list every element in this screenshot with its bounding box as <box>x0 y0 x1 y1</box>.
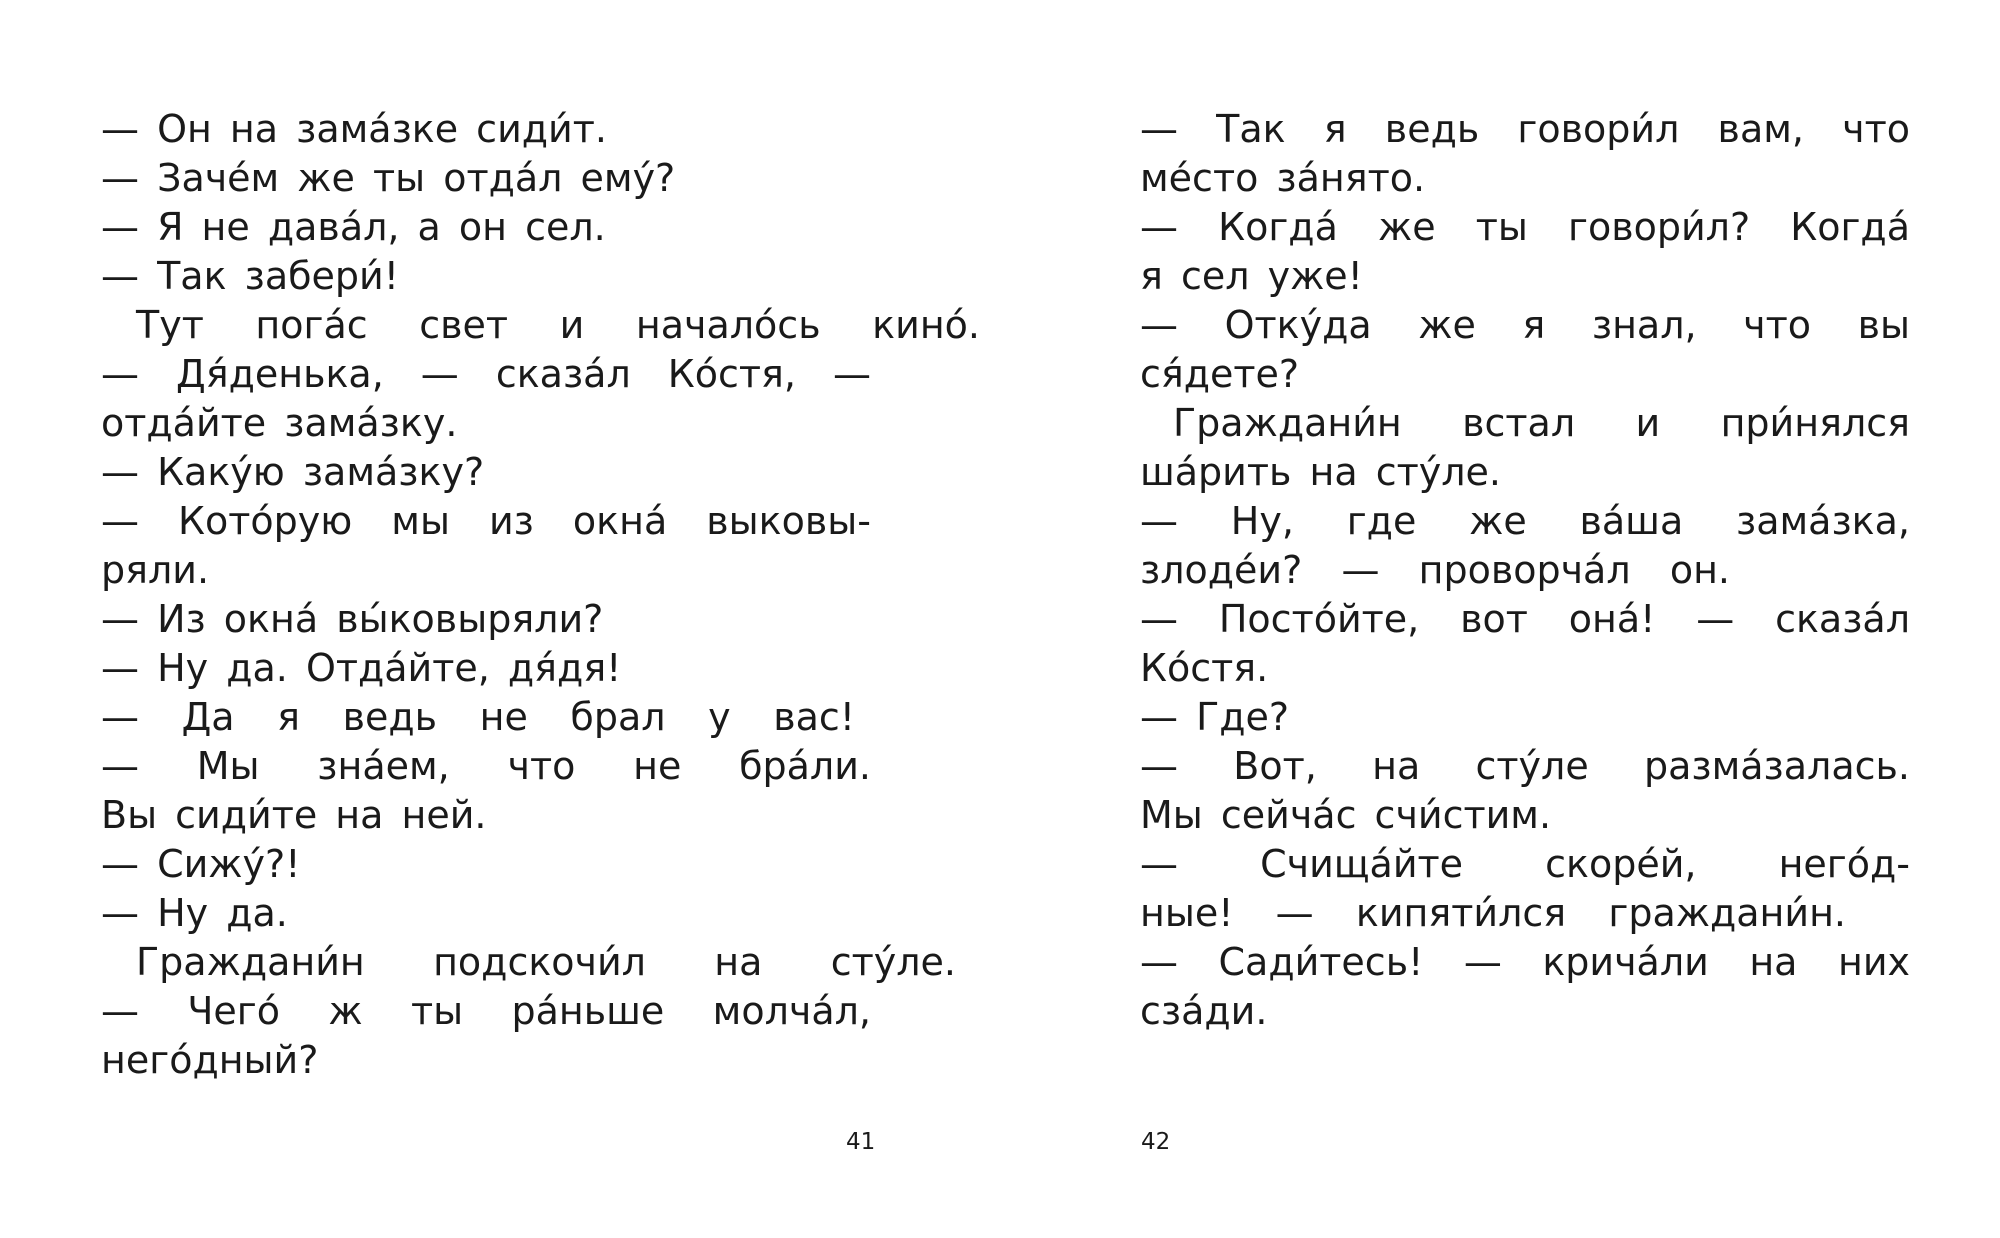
text-line: — Дя́денька, — сказа́л Ко́стя, — <box>101 352 871 396</box>
text-line: я сел уже! <box>1140 254 1363 298</box>
text-line: — Ну да. <box>101 891 288 935</box>
text-line: ные! — кипяти́лся граждани́н. <box>1140 891 1846 935</box>
text-line: — Вот, на сту́ле разма́залась. <box>1140 744 1910 788</box>
right-page-text <box>1140 105 1910 1036</box>
text-line: ша́рить на сту́ле. <box>1140 450 1501 494</box>
right-page <box>1000 0 2000 1238</box>
text-line: — Каку́ю зама́зку? <box>101 450 485 494</box>
text-line: — Посто́йте, вот она́! — сказа́л <box>1140 597 1910 641</box>
text-line: — Кото́рую мы из окна́ выковы- <box>101 499 871 543</box>
text-line: Граждани́н подскочи́л на сту́ле. <box>136 940 956 984</box>
text-line: отда́йте зама́зку. <box>101 401 458 445</box>
text-line: — Счища́йте скоре́й, него́д- <box>1140 842 1910 886</box>
text-line: — Заче́м же ты отда́л ему́? <box>101 156 676 200</box>
page-number: 41 <box>846 1129 876 1155</box>
text-line: ся́дете? <box>1140 352 1300 396</box>
page-number: 42 <box>1141 1129 1171 1155</box>
text-line: — Когда́ же ты говори́л? Когда́ <box>1140 205 1910 249</box>
text-line: — Ну да. Отда́йте, дя́дя! <box>101 646 622 690</box>
text-line: Граждани́н встал и при́нялся <box>1173 401 1910 445</box>
text-line: — Да я ведь не брал у вас! <box>101 695 855 739</box>
text-line: — Где? <box>1140 695 1290 739</box>
text-line: — Ну, где же ва́ша зама́зка, <box>1140 499 1910 543</box>
text-line: ряли. <box>101 548 210 592</box>
text-line: Тут пога́с свет и начало́сь кино́. <box>136 303 980 347</box>
text-line: Ко́стя. <box>1140 646 1269 690</box>
text-line: сза́ди. <box>1140 989 1268 1033</box>
text-line: — Сижу́?! <box>101 842 301 886</box>
text-line: — Чего́ ж ты ра́ньше молча́л, <box>101 989 871 1033</box>
text-line: злоде́и? — проворча́л он. <box>1140 548 1730 592</box>
text-line: него́дный? <box>101 1038 319 1082</box>
text-line: — Так я ведь говори́л вам, что <box>1140 107 1910 151</box>
text-line: — Так забери́! <box>101 254 399 298</box>
text-line: — Сади́тесь! — крича́ли на них <box>1140 940 1910 984</box>
text-line: Мы сейча́с счи́стим. <box>1140 793 1552 837</box>
text-line: — Отку́да же я знал, что вы <box>1140 303 1910 347</box>
text-line: Вы сиди́те на ней. <box>101 793 487 837</box>
text-line: ме́сто за́нято. <box>1140 156 1426 200</box>
text-line: — Мы зна́ем, что не бра́ли. <box>101 744 871 788</box>
text-line: — Из окна́ вы́ковыряли? <box>101 597 604 641</box>
text-line: — Я не дава́л, а он сел. <box>101 205 606 249</box>
left-page-text <box>101 105 980 1085</box>
text-line: — Он на зама́зке сиди́т. <box>101 107 607 151</box>
